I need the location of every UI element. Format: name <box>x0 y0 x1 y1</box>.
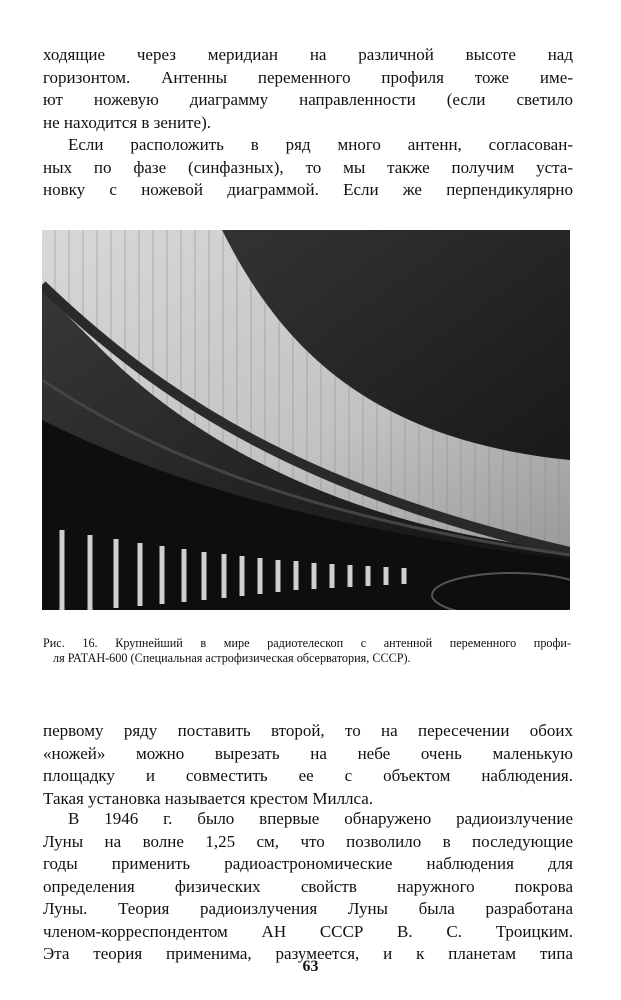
text-line: первому ряду поставить второй, то на пересечении обоих <box>43 721 573 740</box>
text-line: Такая установка называется крестом Миллса. <box>43 788 374 808</box>
text-line: ных по фазе (синфазных), то мы также получим уста- <box>43 157 573 177</box>
text-line: площадку и совместить ее с объектом наблюдения. <box>43 766 573 785</box>
figure-caption <box>43 636 571 666</box>
text-line: членом-корреспондентом АН СССР В. С. Троицким. <box>43 921 573 941</box>
text-line: Эта теория применима, разумеется, и к планетам типа <box>43 944 573 963</box>
paragraph-antenna-array <box>43 134 573 202</box>
text-line: определения физических свойств наружного покрова <box>43 876 573 896</box>
text-line: горизонтом. Антенны переменного профиля тоже име- <box>43 67 573 87</box>
text-line: новку с ножевой диаграммой. Если же перпендикулярно <box>43 180 573 199</box>
figure-photo-ratan-600 <box>42 230 570 610</box>
page-number: 63 <box>302 958 319 975</box>
text-line: «ножей» можно вырезать на небе очень маленькую <box>43 743 573 763</box>
text-line: ют ножевую диаграмму направленности (если светило <box>43 90 573 109</box>
text-line: Если расположить в ряд много антенн, согласован- <box>68 135 573 154</box>
paragraph-continued <box>43 44 573 134</box>
text-line: Луны на волне 1,25 см, что позволило в последующие <box>43 831 573 851</box>
text-line: годы применить радиоастрономические наблюдения для <box>43 854 573 873</box>
text-line: В 1946 г. было впервые обнаружено радиоизлучение <box>68 809 573 828</box>
text-line: не находится в зените). <box>43 112 212 132</box>
paragraph-moon-radio <box>43 808 573 966</box>
radio-telescope-photo <box>42 230 570 610</box>
caption-line: ля РАТАН-600 (Специальная астрофизическая обсерватория, СССР). <box>53 651 411 665</box>
text-line: Луны. Теория радиоизлучения Луны была разработана <box>43 899 573 918</box>
text-line: ходящие через меридиан на различной высоте над <box>43 45 573 64</box>
paragraph-mills-cross <box>43 720 573 810</box>
caption-line: Рис. 16. Крупнейший в мире радиотелескоп с антенной переменного профи- <box>43 636 571 650</box>
